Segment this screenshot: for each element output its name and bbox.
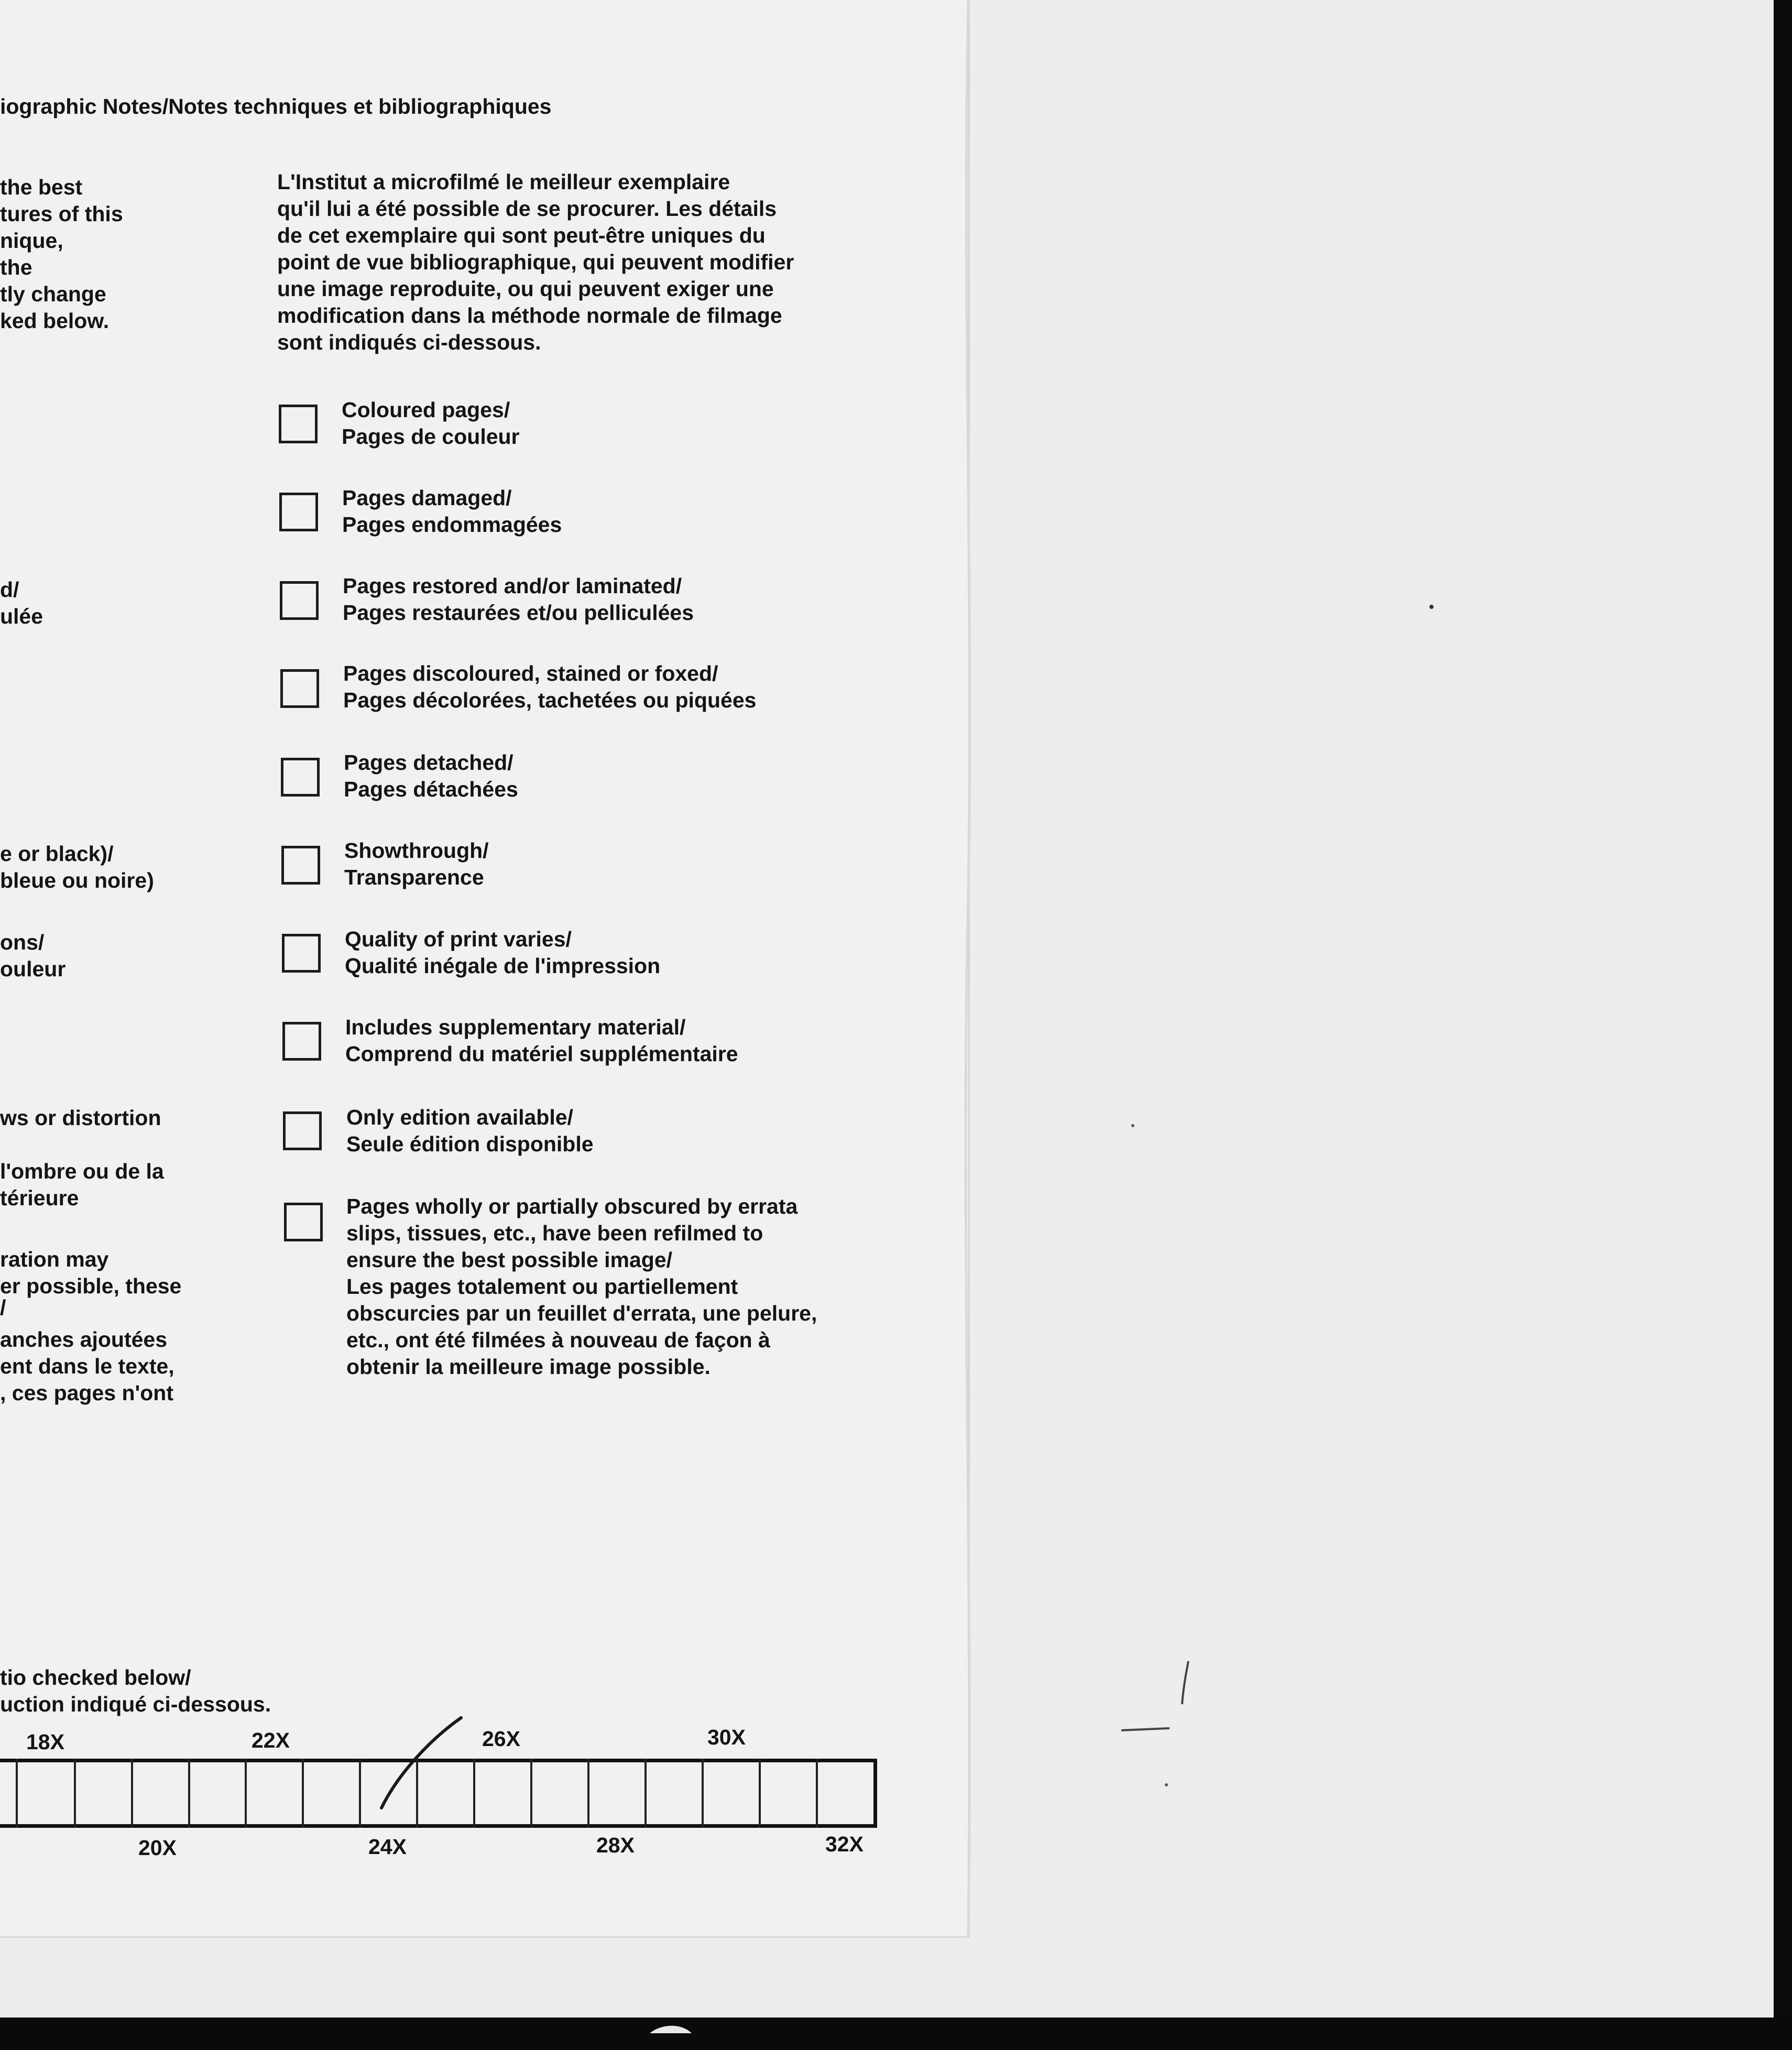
ratio-label-18x: 18X <box>26 1730 64 1754</box>
stray-dot <box>1131 1124 1134 1127</box>
option-label-fr: Transparence <box>344 865 484 889</box>
intro-line: modification dans la méthode normale de filmage <box>277 303 782 328</box>
left-fragment: d/ <box>0 577 19 602</box>
left-fragment: / <box>0 1295 6 1320</box>
stray-dot <box>1429 605 1434 609</box>
left-fragment: ent dans le texte, <box>0 1354 174 1378</box>
left-fragment: ons/ <box>0 930 45 954</box>
left-fragment: , ces pages n'ont <box>0 1381 174 1405</box>
intro-line: qu'il lui a été possible de se procurer. Les détails <box>277 197 777 221</box>
errata-line: obscurcies par un feuillet d'errata, une pelure, <box>346 1301 817 1325</box>
left-fragment: ulée <box>0 604 43 628</box>
errata-line: slips, tissues, etc., have been refilmed to <box>346 1221 763 1245</box>
ratio-label-24x: 24X <box>368 1835 407 1859</box>
intro-line: une image reproduite, ou qui peuvent exiger une <box>277 277 774 301</box>
intro-line: point de vue bibliographique, qui peuvent modifier <box>277 250 794 274</box>
errata-line: ensure the best possible image/ <box>346 1248 673 1272</box>
ratio-label-28x: 28X <box>596 1833 635 1857</box>
left-fragment: térieure <box>0 1186 79 1210</box>
option-label-fr: Pages endommagées <box>342 512 562 537</box>
left-fragment: l'ombre ou de la <box>0 1159 164 1183</box>
left-fragment: tures of this <box>0 202 123 226</box>
left-fragment: anches ajoutées <box>0 1327 168 1351</box>
page-heading: iographic Notes/Notes techniques et bibliographiques <box>0 94 552 118</box>
option-label-en: Pages discoloured, stained or foxed/ <box>343 661 718 685</box>
left-fragment: tio checked below/ <box>0 1665 191 1689</box>
left-fragment: the best <box>0 175 83 199</box>
left-fragment: er possible, these <box>0 1274 182 1298</box>
option-label-en: Pages detached/ <box>344 750 513 775</box>
option-label-en: Coloured pages/ <box>342 398 510 422</box>
ratio-label-20x: 20X <box>138 1836 177 1860</box>
errata-line: obtenir la meilleure image possible. <box>346 1355 711 1379</box>
errata-line: Pages wholly or partially obscured by errata <box>346 1194 798 1218</box>
option-label-fr: Seule édition disponible <box>346 1132 594 1156</box>
left-fragment: tly change <box>0 282 106 306</box>
stray-mark <box>1182 1661 1188 1704</box>
option-label-fr: Qualité inégale de l'impression <box>345 954 661 978</box>
option-label-en: Only edition available/ <box>346 1105 573 1129</box>
errata-line: Les pages totalement ou partiellement <box>346 1274 738 1299</box>
left-fragment: nique, <box>0 228 63 253</box>
option-label-fr: Pages décolorées, tachetées ou piquées <box>343 688 757 712</box>
page-fold-crease <box>966 0 969 1936</box>
left-fragment: ouleur <box>0 957 66 981</box>
left-fragment: bleue ou noire) <box>0 868 154 892</box>
ratio-label-32x: 32X <box>825 1832 864 1856</box>
option-label-en: Quality of print varies/ <box>345 927 572 951</box>
option-label-fr: Pages de couleur <box>342 424 520 449</box>
intro-line: sont indiqués ci-dessous. <box>277 330 541 354</box>
bottom-edge-tab <box>650 2026 692 2033</box>
option-label-fr: Comprend du matériel supplémentaire <box>345 1042 738 1066</box>
intro-line: de cet exemplaire qui sont peut-être uniques du <box>277 223 766 247</box>
intro-line: L'Institut a microfilmé le meilleur exemplaire <box>277 170 730 194</box>
ratio-label-22x: 22X <box>252 1728 290 1752</box>
errata-line: etc., ont été filmées à nouveau de façon à <box>346 1328 770 1352</box>
option-label-en: Pages restored and/or laminated/ <box>343 574 682 598</box>
option-label-fr: Pages restaurées et/ou pelliculées <box>343 601 694 625</box>
ratio-check-mark <box>381 1718 461 1808</box>
stray-dot <box>1165 1783 1168 1786</box>
ratio-label-30x: 30X <box>707 1725 746 1749</box>
left-fragment: e or black)/ <box>0 842 114 866</box>
option-label-en: Pages damaged/ <box>342 486 512 510</box>
option-label-en: Showthrough/ <box>344 838 489 863</box>
left-fragment: ration may <box>0 1247 109 1271</box>
stray-mark <box>1121 1728 1170 1730</box>
left-fragment: uction indiqué ci-dessous. <box>0 1692 271 1716</box>
option-label-fr: Pages détachées <box>344 777 518 801</box>
left-fragment: ws or distortion <box>0 1106 161 1130</box>
ratio-label-26x: 26X <box>482 1727 520 1751</box>
left-fragment: ked below. <box>0 309 110 333</box>
option-label-en: Includes supplementary material/ <box>345 1015 686 1039</box>
left-fragment: the <box>0 255 32 279</box>
